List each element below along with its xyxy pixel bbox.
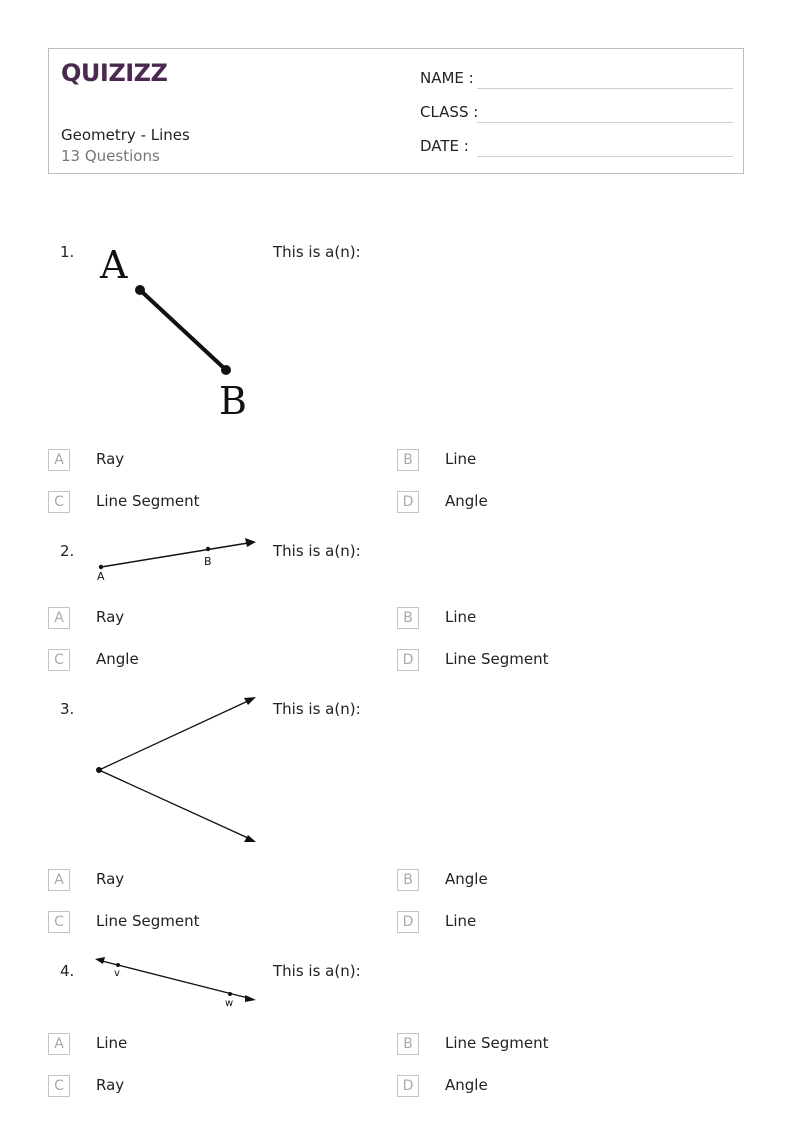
question-number: 4. [60,962,75,980]
option-letter-box: C [48,911,70,933]
option-text: Line [96,1034,128,1052]
date-line[interactable] [477,156,733,157]
point-b [206,547,210,551]
arrowhead-upper [244,697,256,705]
option-text: Line [445,608,477,626]
option-letter-box: B [397,869,419,891]
question-prompt: This is a(n): [273,243,361,261]
figure-label-b: B [204,555,212,568]
endpoint-b [221,365,231,375]
worksheet-header [48,48,744,174]
question-prompt: This is a(n): [273,962,361,980]
figure-label-w: w [225,998,234,1009]
option-text: Line Segment [445,650,549,668]
option-letter-box: D [397,491,419,513]
endpoint-a [135,285,145,295]
option-letter-box: C [48,1075,70,1097]
arrowhead-lower [244,835,256,842]
option-letter-box: B [397,607,419,629]
ray-line [101,543,248,567]
option-text: Line [445,912,477,930]
option-text: Ray [96,450,125,468]
arrowhead-right [245,995,256,1002]
option-letter-box: B [397,449,419,471]
option-letter-box: B [397,1033,419,1055]
question-number: 1. [60,243,75,261]
line-segment-figure [95,240,265,425]
name-label: NAME : [420,69,474,87]
option-letter-box: A [48,607,70,629]
question-count: 13 Questions [61,147,160,165]
figure-label-a: A [100,243,128,287]
question-number: 2. [60,542,75,560]
worksheet-title: Geometry - Lines [61,126,190,144]
quizizz-logo: QUIZIZZ [61,59,168,87]
option-letter-box: C [48,649,70,671]
option-text: Ray [96,1076,125,1094]
segment-line [140,290,226,370]
class-line[interactable] [477,122,733,123]
point-a [99,565,103,569]
date-label: DATE : [420,137,469,155]
option-text: Angle [445,1076,488,1094]
question-prompt: This is a(n): [273,542,361,560]
option-letter-box: D [397,1075,419,1097]
name-line[interactable] [477,88,733,89]
question-number: 3. [60,700,75,718]
vertex-point [96,767,102,773]
angle-ray-upper [99,701,248,770]
option-text: Angle [445,870,488,888]
option-text: Line Segment [445,1034,549,1052]
option-text: Line Segment [96,492,200,510]
option-letter-box: C [48,491,70,513]
angle-ray-lower [99,770,248,838]
option-text: Angle [445,492,488,510]
question-prompt: This is a(n): [273,700,361,718]
class-label: CLASS : [420,103,479,121]
option-letter-box: A [48,869,70,891]
figure-label-v: v [114,968,120,979]
option-letter-box: A [48,1033,70,1055]
line-vw [102,961,248,998]
arrowhead-left [95,957,105,964]
figure-label-b: B [219,379,247,423]
option-text: Line [445,450,477,468]
option-text: Ray [96,870,125,888]
figure-label-a: A [97,570,105,583]
option-letter-box: D [397,911,419,933]
angle-figure [90,690,265,850]
option-text: Angle [96,650,139,668]
option-text: Line Segment [96,912,200,930]
point-v [116,963,120,967]
arrowhead [245,538,256,547]
option-letter-box: A [48,449,70,471]
option-letter-box: D [397,649,419,671]
line-figure [90,952,265,1012]
ray-figure [92,535,262,585]
option-text: Ray [96,608,125,626]
point-w [228,992,232,996]
